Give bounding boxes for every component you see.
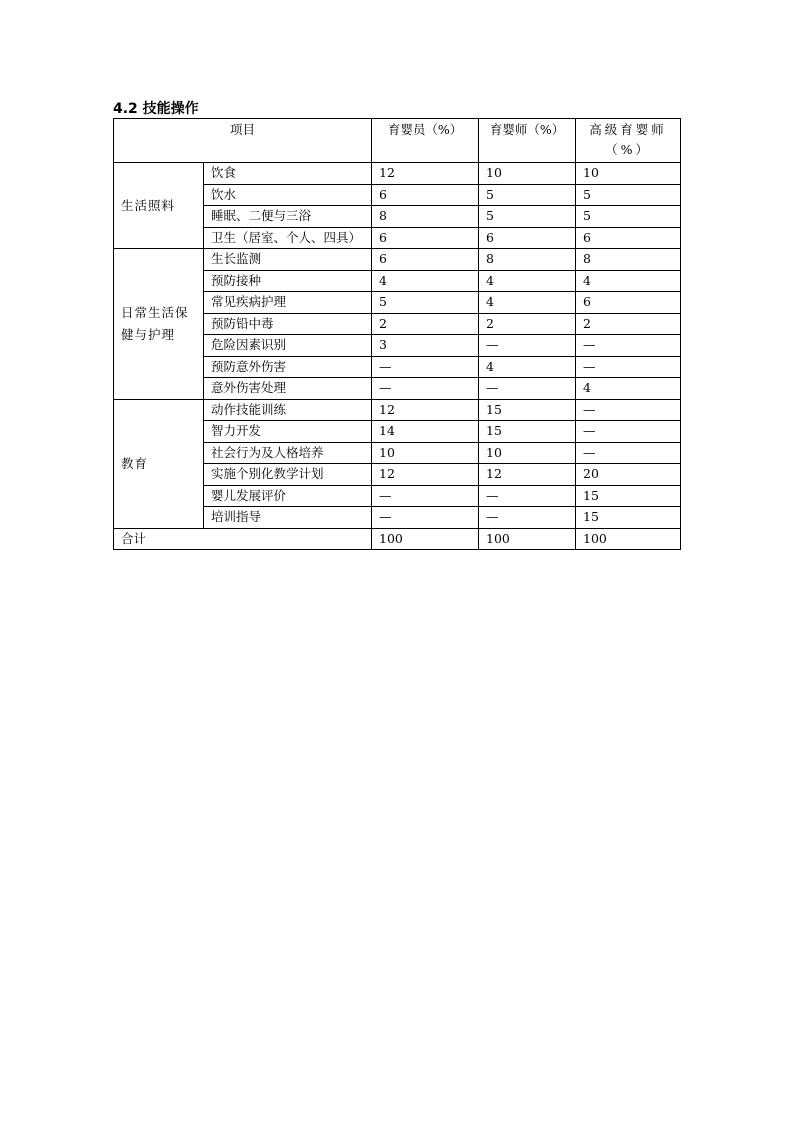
item-cell: 实施个别化教学计划 — [204, 464, 372, 486]
category-cell: 生活照料 — [114, 163, 204, 249]
item-cell: 饮食 — [204, 163, 372, 185]
value-cell: 8 — [576, 249, 681, 271]
item-cell: 智力开发 — [204, 421, 372, 443]
value-cell: 12 — [372, 464, 479, 486]
skills-table — [113, 118, 681, 550]
item-cell: 动作技能训练 — [204, 399, 372, 421]
item-cell: 培训指导 — [204, 507, 372, 529]
item-cell: 睡眠、二便与三浴 — [204, 206, 372, 228]
value-cell: 10 — [479, 442, 576, 464]
value-cell: 4 — [479, 292, 576, 314]
value-cell: — — [479, 507, 576, 529]
item-cell: 常见疾病护理 — [204, 292, 372, 314]
value-cell: — — [372, 485, 479, 507]
value-cell: 10 — [372, 442, 479, 464]
value-cell: 4 — [479, 270, 576, 292]
value-cell: — — [576, 442, 681, 464]
value-cell: 5 — [479, 184, 576, 206]
value-cell: 15 — [576, 485, 681, 507]
item-cell: 卫生（居室、个人、四具） — [204, 227, 372, 249]
value-cell: 6 — [372, 184, 479, 206]
category-cell: 教育 — [114, 399, 204, 528]
total-value: 100 — [576, 528, 681, 550]
item-cell: 预防意外伤害 — [204, 356, 372, 378]
total-value: 100 — [479, 528, 576, 550]
value-cell: 8 — [372, 206, 479, 228]
value-cell: 20 — [576, 464, 681, 486]
table-header-row — [114, 119, 681, 163]
item-cell: 预防接种 — [204, 270, 372, 292]
value-cell: 4 — [576, 378, 681, 400]
value-cell: 5 — [479, 206, 576, 228]
value-cell: 12 — [372, 399, 479, 421]
value-cell: 2 — [479, 313, 576, 335]
header-item: 项目 — [114, 119, 372, 163]
value-cell: 10 — [576, 163, 681, 185]
value-cell: — — [576, 356, 681, 378]
value-cell: 8 — [479, 249, 576, 271]
section-title: 4.2 技能操作 — [113, 101, 199, 117]
item-cell: 意外伤害处理 — [204, 378, 372, 400]
value-cell: 6 — [372, 227, 479, 249]
item-cell: 危险因素识别 — [204, 335, 372, 357]
total-value: 100 — [372, 528, 479, 550]
value-cell: — — [576, 421, 681, 443]
item-cell: 预防铅中毒 — [204, 313, 372, 335]
value-cell: 15 — [479, 399, 576, 421]
value-cell: — — [479, 485, 576, 507]
value-cell: — — [479, 378, 576, 400]
table-row — [114, 249, 681, 271]
value-cell: 5 — [576, 206, 681, 228]
value-cell: 4 — [479, 356, 576, 378]
value-cell: — — [372, 507, 479, 529]
item-cell: 婴儿发展评价 — [204, 485, 372, 507]
value-cell: 15 — [479, 421, 576, 443]
value-cell: — — [372, 356, 479, 378]
value-cell: 5 — [576, 184, 681, 206]
table-row — [114, 399, 681, 421]
value-cell: — — [576, 335, 681, 357]
value-cell: 6 — [372, 249, 479, 271]
value-cell: 4 — [576, 270, 681, 292]
table-row — [114, 163, 681, 185]
header-col3: 高级育婴师（%） — [576, 119, 681, 163]
category-cell: 日常生活保健与护理 — [114, 249, 204, 400]
header-col1: 育婴员（%） — [372, 119, 479, 163]
item-cell: 社会行为及人格培养 — [204, 442, 372, 464]
value-cell: 2 — [372, 313, 479, 335]
value-cell: — — [576, 399, 681, 421]
total-row — [114, 528, 681, 550]
value-cell: 14 — [372, 421, 479, 443]
value-cell: — — [479, 335, 576, 357]
item-cell: 饮水 — [204, 184, 372, 206]
value-cell: 4 — [372, 270, 479, 292]
value-cell: 6 — [576, 227, 681, 249]
total-label: 合计 — [114, 528, 372, 550]
header-col2: 育婴师（%） — [479, 119, 576, 163]
value-cell: 10 — [479, 163, 576, 185]
value-cell: 12 — [479, 464, 576, 486]
value-cell: 12 — [372, 163, 479, 185]
value-cell: 3 — [372, 335, 479, 357]
value-cell: 15 — [576, 507, 681, 529]
value-cell: 2 — [576, 313, 681, 335]
item-cell: 生长监测 — [204, 249, 372, 271]
value-cell: 6 — [479, 227, 576, 249]
value-cell: 5 — [372, 292, 479, 314]
value-cell: — — [372, 378, 479, 400]
value-cell: 6 — [576, 292, 681, 314]
